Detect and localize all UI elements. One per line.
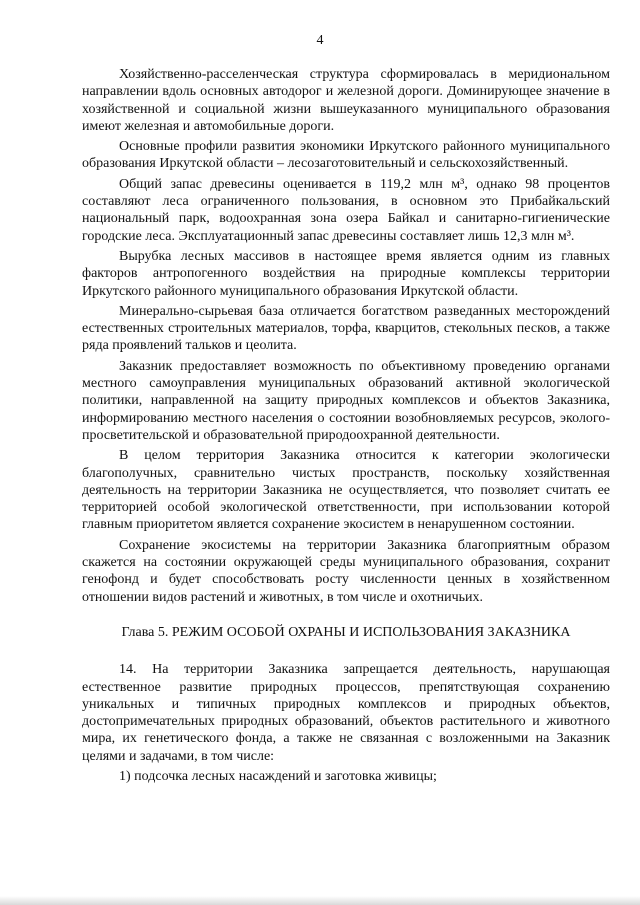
paragraph-logging: Вырубка лесных массивов в настоящее время является одним из главных факторов антропогенного воздействия на природные комплексы территории Иркутского районного муниципального образования Иркутской области. (82, 248, 610, 299)
paragraph-settlement-structure: Хозяйственно-расселенческая структура сформировалась в меридиональном направлении вдоль основных автодорог и железной дороги. Доминирующее значение в хозяйственной и социальной жизни вышеуказанного муниципального образования имеют железная и автомобильные дороги. (82, 67, 610, 134)
paragraph-economic-profiles: Основные профили развития экономики Иркутского районного муниципального образования Иркутской области – лесозаготовительный и сельскохозяйственный. (82, 139, 610, 172)
paragraph-reserve-opportunity: Заказник предоставляет возможность по объективному проведению органами местного самоуправления муниципальных образований активной экологической политики, направленной на защиту природных комплексов и объектов Заказника, информированию местного населения о состоянии возобновляемых ресурсов, эколого-просветительской и образовательной природоохранной деятельности. (82, 358, 610, 443)
paragraph-timber-reserves: Общий запас древесины оценивается в 119,2 млн м³, однако 98 процентов составляют леса ограниченного пользования, в основном это Прибайкальский национальный парк, водоохранная зона озера Байкал и санитарно-гигиенические городские леса. Эксплуатационный запас древесины составляет лишь 12,3 млн м³. (82, 176, 610, 244)
paragraph-territory-status: В целом территория Заказника относится к категории экологически благополучных, сравнительно чистых пространств, поскольку хозяйственная деятельность на территории Заказника не осуществляется, что позволяет считать ее территорией особой экологической ответственности, при использовании которой главным приоритетом является сохранение экосистем в ненарушенном состоянии. (82, 448, 610, 533)
paragraph-list-item-1: 1) подсочка лесных насаждений и заготовка живицы; (119, 768, 437, 784)
document-body (82, 66, 610, 788)
page-number: 4 (316, 33, 324, 48)
chapter-heading: Глава 5. РЕЖИМ ОСОБОЙ ОХРАНЫ И ИСПОЛЬЗОВАНИЯ ЗАКАЗНИКА (121, 624, 571, 640)
paragraph-ecosystem-preservation: Сохранение экосистемы на территории Заказника благоприятным образом скажется на состоянии окружающей среды муниципального образования, сохранит генофонд и будет способствовать росту численности ценных в хозяйственном отношении видов растений и животных, в том числе и охотничьих. (82, 537, 610, 605)
scan-edge-shadow (0, 896, 640, 905)
paragraph-mineral-base: Минерально-сырьевая база отличается богатством разведанных месторождений естественных строительных материалов, торфа, кварцитов, стекольных песков, а также ряда проявлений тальков и цеолита. (82, 303, 610, 354)
paragraph-item-14: 14. На территории Заказника запрещается деятельность, нарушающая естественное развитие природных процессов, препятствующая сохранению уникальных и типичных природных комплексов и природных объектов, достопримечательных природных образований, объектов растительного и животного мира, их генетического фонда, а также не связанная с возложенными на Заказник целями и задачами, в том числе: (82, 662, 610, 764)
